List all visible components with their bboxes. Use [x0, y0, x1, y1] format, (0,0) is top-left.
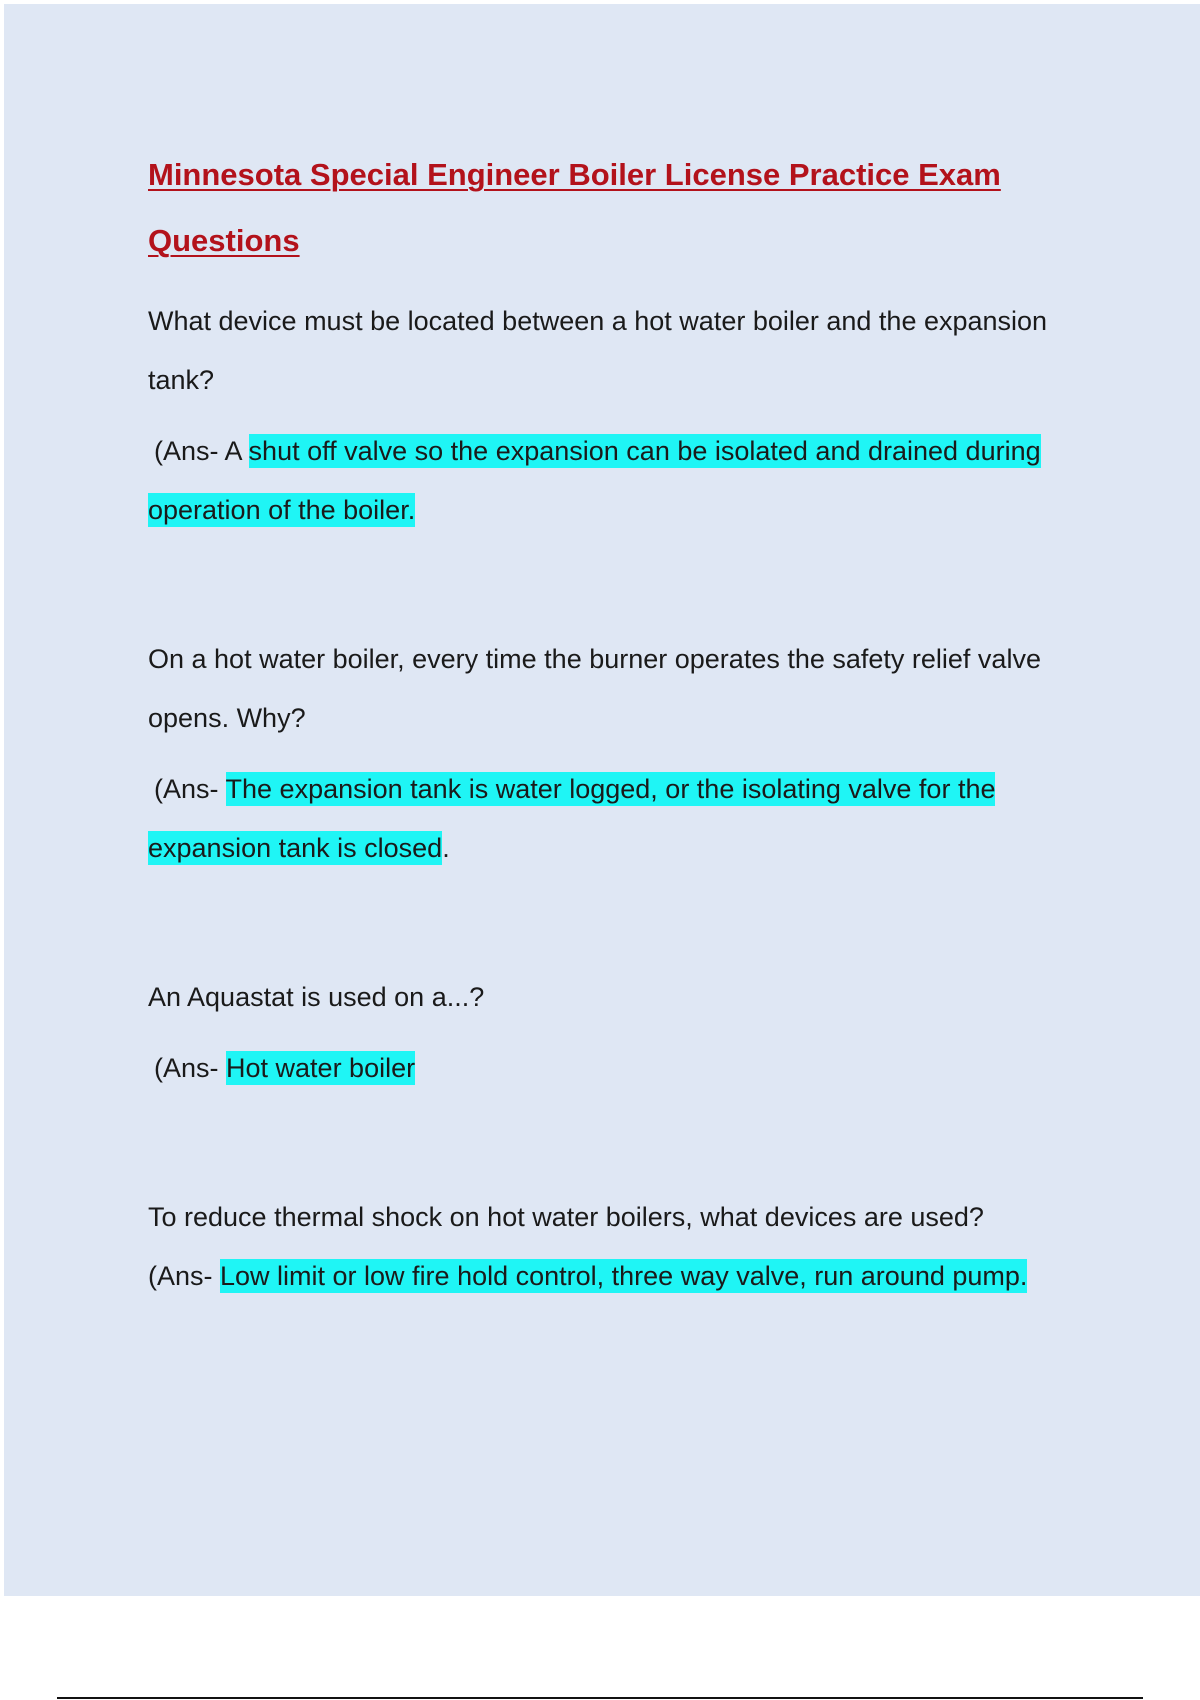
answer-highlight: Low limit or low fire hold control, three way valve, run around pump.	[220, 1261, 1028, 1291]
answer-highlight: The expansion tank is water logged, or the isolating valve for the expansion tank is closed	[148, 774, 996, 863]
qa-item-2	[148, 630, 1088, 878]
document-body	[148, 142, 1088, 1396]
footer-divider	[57, 1697, 1143, 1699]
qa-item-3	[148, 968, 1088, 1098]
answer-text	[148, 1039, 1088, 1098]
answer-prefix: (Ans-	[154, 1053, 227, 1083]
answer-prefix: (Ans- A	[154, 436, 249, 466]
answer-prefix: (Ans-	[148, 1261, 221, 1291]
answer-highlight: shut off valve so the expansion can be isolated and drained during operation of the boiler.	[148, 436, 1041, 525]
answer-text	[148, 422, 1088, 540]
answer-text	[148, 1247, 1088, 1306]
qa-item-4	[148, 1188, 1088, 1306]
qa-item-1	[148, 292, 1088, 540]
question-text: What device must be located between a hot water boiler and the expansion tank?	[148, 306, 1048, 395]
question-text: To reduce thermal shock on hot water boilers, what devices are used?	[148, 1202, 984, 1232]
document-title: Minnesota Special Engineer Boiler License Practice Exam Questions	[148, 157, 1001, 258]
answer-text	[148, 760, 1088, 878]
answer-suffix: .	[442, 833, 450, 863]
question-text: An Aquastat is used on a...?	[148, 982, 485, 1012]
question-text: On a hot water boiler, every time the burner operates the safety relief valve opens. Why?	[148, 644, 1041, 733]
answer-highlight: Hot water boiler	[226, 1053, 416, 1083]
answer-prefix: (Ans-	[154, 774, 226, 804]
